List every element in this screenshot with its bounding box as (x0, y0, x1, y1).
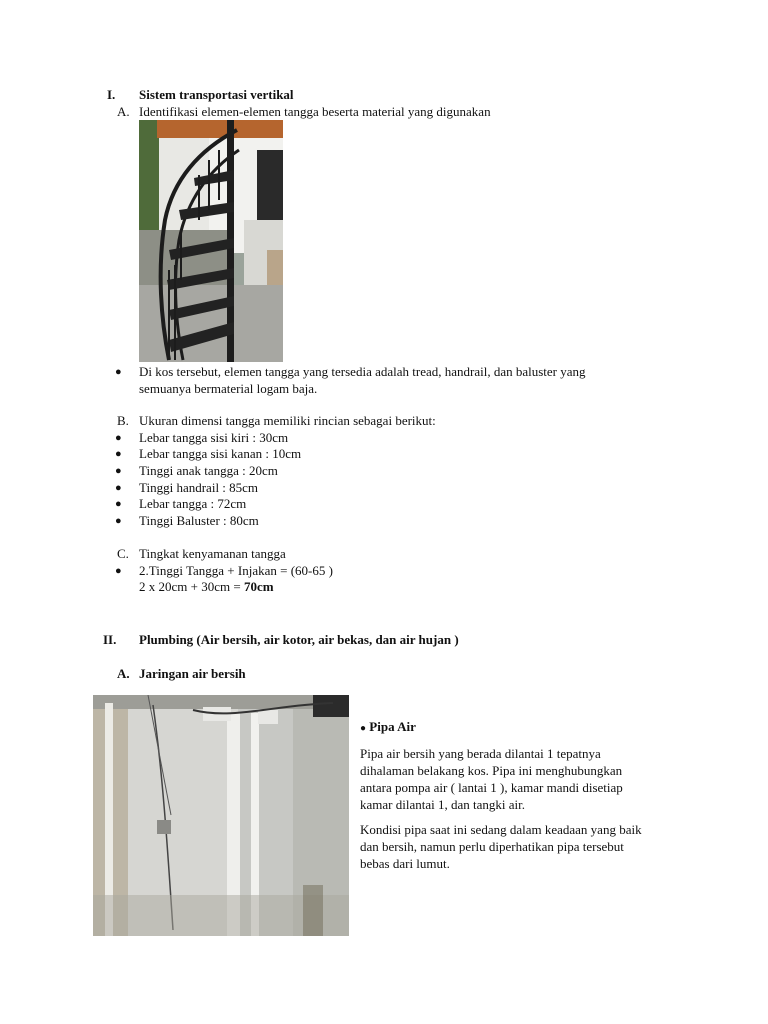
dimension-item: Lebar tangga sisi kiri : 30cm (139, 430, 289, 445)
section-1-numeral: I. (107, 87, 116, 102)
comfort-formula: 2.Tinggi Tangga + Injakan = (60-65 ) (139, 563, 333, 578)
pipe-description-line-3: antara pompa air ( lantai 1 ), kamar mandi disetiap (360, 780, 623, 795)
bullet-1b-5: ● (115, 515, 122, 527)
section-1a-text-line-1: Di kos tersebut, elemen tangga yang tersedia adalah tread, handrail, dan baluster yang (139, 364, 586, 379)
pipe-condition-line-2: dan bersih, namun perlu diperhatikan pipa tersebut (360, 839, 624, 854)
section-2a-heading: Jaringan air bersih (139, 666, 246, 681)
dimension-item: Tinggi Baluster : 80cm (139, 513, 259, 528)
bullet-1b-1: ● (115, 448, 122, 460)
dimension-item: Tinggi handrail : 85cm (139, 480, 259, 495)
dimension-item: Lebar tangga sisi kanan : 10cm (139, 446, 302, 461)
section-2-title: Plumbing (Air bersih, air kotor, air bekas, dan air hujan ) (139, 632, 459, 647)
section-1a-letter: A. (117, 104, 130, 119)
pipe-description-line-1: Pipa air bersih yang berada dilantai 1 tepatnya (360, 746, 601, 761)
bullet-1b-4: ● (115, 498, 122, 510)
dimension-item: Lebar tangga : 72cm (139, 496, 247, 511)
dimension-item: Tinggi anak tangga : 20cm (139, 463, 278, 478)
section-1c-heading: Tingkat kenyamanan tangga (139, 546, 286, 561)
bullet-1b-3: ● (115, 482, 122, 494)
pipe-condition-line-3: bebas dari lumut. (360, 856, 450, 871)
staircase-illustration (139, 120, 283, 362)
bullet-1a: ● (115, 366, 122, 378)
section-1b-heading: Ukuran dimensi tangga memiliki rincian sebagai berikut: (139, 413, 436, 428)
pipe-illustration (93, 695, 349, 936)
section-2a-letter: A. (117, 666, 130, 681)
comfort-calc-result: 70cm (243, 579, 274, 594)
bullet-1b-2: ● (115, 465, 122, 477)
bullet-1b-0: ● (115, 432, 122, 444)
pipa-air-label: Pipa Air (369, 719, 416, 734)
section-1b-letter: B. (117, 413, 129, 428)
section-1a-text-line-2: semuanya bermaterial logam baja. (139, 381, 318, 396)
staircase-photo (139, 120, 283, 362)
comfort-calculation (139, 579, 274, 595)
comfort-calc-prefix: 2 x 20cm + 30cm = (139, 579, 244, 594)
pipe-condition-line-1: Kondisi pipa saat ini sedang dalam keadaan yang baik (360, 822, 642, 837)
pipe-description-line-4: kamar dilantai 1, dan tangki air. (360, 797, 525, 812)
bullet-1c: ● (115, 565, 122, 577)
section-1a-heading: Identifikasi elemen-elemen tangga beserta material yang digunakan (139, 104, 491, 119)
pipe-photo (93, 695, 349, 936)
pipa-air-subheading (360, 719, 416, 735)
section-1c-letter: C. (117, 546, 129, 561)
section-2-numeral: II. (103, 632, 117, 647)
pipe-description-line-2: dihalaman belakang kos. Pipa ini menghubungkan (360, 763, 623, 778)
bullet-2a: ● (360, 723, 367, 734)
section-1-title: Sistem transportasi vertikal (139, 87, 294, 102)
